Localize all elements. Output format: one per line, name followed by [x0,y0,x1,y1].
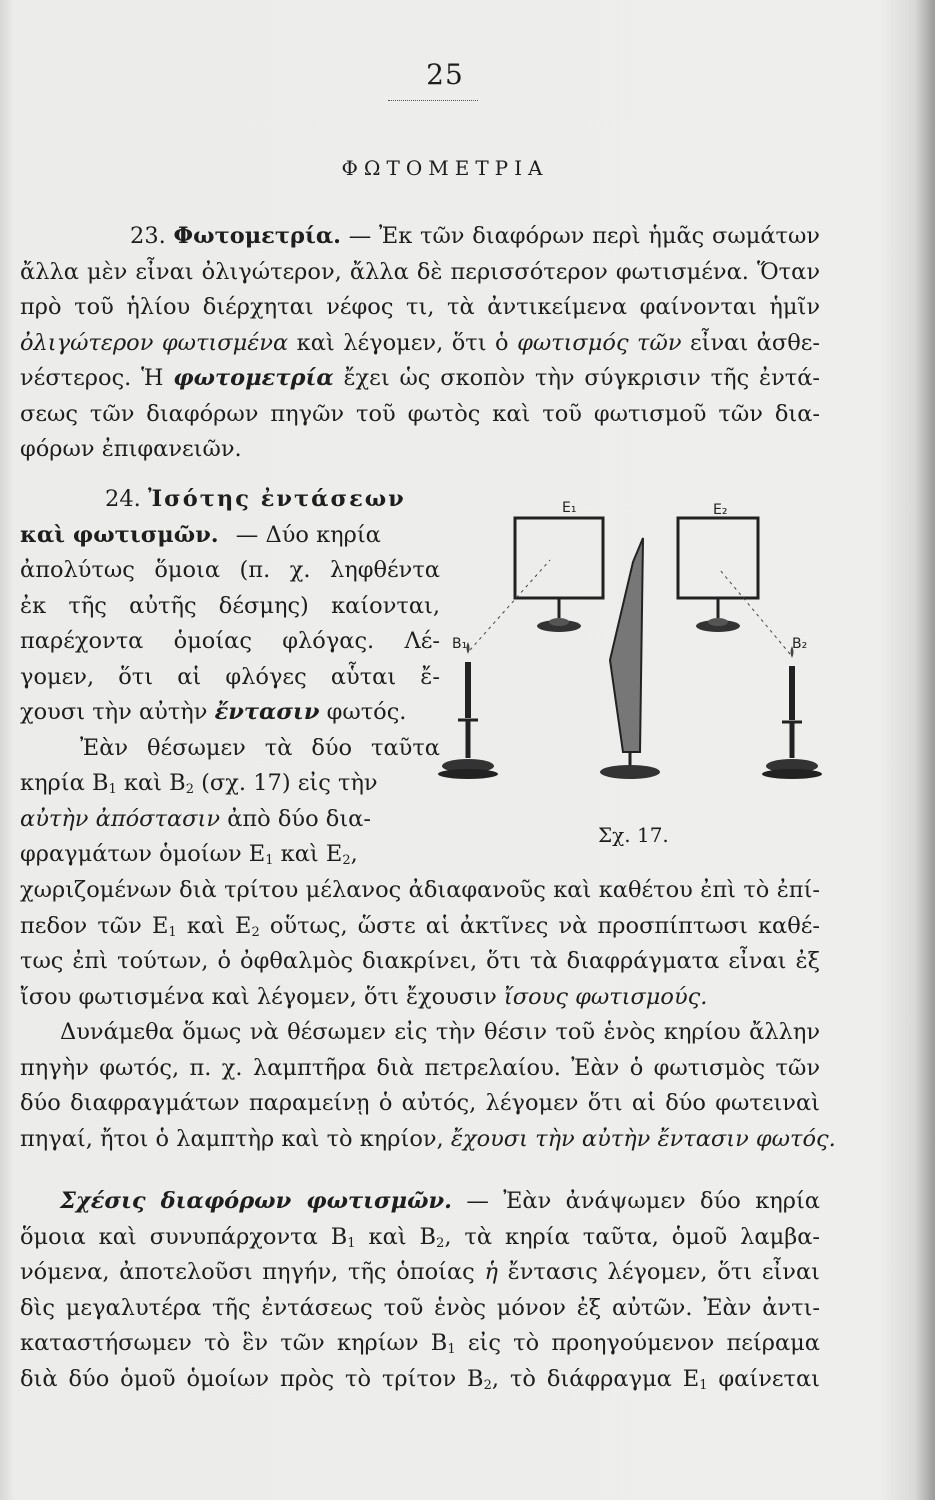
paragraph-line: φόρων ἐπιφανειῶν. [20,436,242,462]
paragraph-line [20,909,820,945]
text-run: φαίνεται [718,1365,820,1392]
text-run: φραγμάτων ὁμοίων E [20,841,266,867]
text-run: ὅμοια καὶ συνυπάρχοντα B [20,1223,348,1250]
text-run: , τὰ κηρία ταῦτα, ὁμοῦ λαμβα- [444,1223,821,1250]
section-heading: Σχέσις διαφόρων φωτισμῶν. [60,1188,452,1214]
subscript: 2 [185,782,194,797]
label-e2: E₂ [713,502,728,518]
paragraph-line [20,1326,820,1362]
section-heading: καὶ φωτισμῶν. [20,521,219,548]
subscript: 1 [168,924,177,940]
dark-partition [610,538,643,752]
paragraph-line: Ἐὰν θέσωμεν τὰ δύο ταῦτα [80,734,440,761]
text-run: ἀπὸ δύο δια- [227,805,371,832]
text-run: , [350,841,358,867]
text-run: οὕτως, ὥστε αἱ ἀκτῖνες νὰ προσπίπτωσι καθέ- [269,912,821,939]
text-run: ἡ [484,1259,498,1285]
text-run: νόμενα, ἀποτελοῦσι πηγήν, τῆς ὁποίας [20,1259,475,1285]
paragraph-line [20,1122,836,1158]
text-run: — Ἐκ τῶν διαφόρων περὶ ἡμᾶς σωμάτων [348,223,820,249]
paragraph-line: δύο διαφραγμάτων παραμείνῃ ὁ αὐτός, λέγομεν ὅτι αἱ δύο φωτειναὶ [20,1090,820,1116]
figure-caption: Σχ. 17. [598,823,669,847]
text-run: πηγαί, ἤτοι ὁ λαμπτὴρ καὶ τὸ κηρίον, [20,1125,444,1152]
paragraph-line [20,518,440,554]
text-run: καὶ E [186,912,252,939]
text-run: καὶ E [280,841,343,867]
photometer-diagram [430,490,830,870]
paragraph-line [20,1220,820,1256]
text-run: ἔχουσι τὴν αὐτὴν ἔντασιν φωτός. [450,1125,836,1152]
section-23 [20,219,820,468]
paragraph-line [20,326,820,362]
paragraph-line: παρέχοντα ὁμοίας φλόγας. Λέ- [20,628,440,654]
label-b2: B₂ [792,636,808,652]
text-run: καὶ B [368,1223,437,1250]
paragraph-line: πρὸ τοῦ ἡλίου διέρχηται νέφος τι, τὰ ἀντικείμενα φαίνονται ἡμῖν [20,294,820,320]
section-24-column [20,482,440,873]
paragraph-line: χωριζομένων διὰ τρίτου μέλανος ἀδιαφανοῦς καὶ καθέτου ἐπὶ τὸ ἐπί- [20,877,820,903]
paragraph-line: τως ἐπὶ τούτων, ὁ ὀφθαλμὸς διακρίνει, ὅτι τὰ διαφράγματα εἶναι ἐξ [20,948,820,974]
page-number-rule [388,100,478,101]
text-run: ἴσους φωτισμούς. [503,983,708,1010]
paragraph-line [20,1362,820,1398]
text-run: ἔντασις λέγομεν, ὅτι εἶναι [507,1259,820,1285]
section-heading: Φωτομετρία. [173,223,342,249]
text-run: καὶ B [123,770,186,796]
subscript: 2 [342,853,351,868]
text-run: εἰς τὸ προηγούμενον πείραμα [467,1330,821,1356]
subscript: 1 [699,1377,708,1393]
subscript: 2 [436,1235,445,1251]
paragraph-line [20,1184,820,1220]
paragraph-line: ἐκ τῆς αὐτῆς δέσμης) καίονται, [20,592,440,619]
text-run: καὶ λέγομεν, ὅτι ὁ [296,329,509,356]
text-run: καταστήσωμεν τὸ ἓν τῶν κηρίων B [20,1330,448,1356]
paragraph-line [20,802,440,838]
text-run: νέστερος. Ἡ [20,365,164,391]
paragraph-line [20,1255,820,1291]
text-run: χουσι τὴν αὐτὴν [20,699,208,725]
paragraph-line: ἄλλα μὲν εἶναι ὀλιγώτερον, ἄλλα δὲ περισσότερον φωτισμένα. Ὅταν [20,258,820,285]
paragraph-line: δὶς μεγαλυτέρα τῆς ἐντάσεως τοῦ ἑνὸς μόνον ἐξ αὐτῶν. Ἐὰν ἀντι- [20,1294,820,1321]
text-run: — Δύο κηρία [235,521,381,548]
paragraph-line: Δυνάμεθα ὅμως νὰ θέσωμεν εἰς τὴν θέσιν τοῦ ἑνὸς κηρίου ἄλλην [60,1019,820,1045]
text-run: εἶναι ἀσθε- [690,329,821,356]
emphasis: φωτομετρία [173,365,334,391]
section-number: 24. [105,486,141,512]
paragraph-line [20,837,440,873]
section-number: 23. [130,223,166,249]
text-run: — Ἐὰν ἀνάψωμεν δύο κηρία [466,1188,820,1214]
paragraph-line [20,482,440,518]
section-relations [20,1184,820,1397]
paragraph-line [20,695,440,731]
running-head: ΦΩΤΟΜΕΤΡΙΑ [341,156,549,180]
subscript: 1 [265,853,274,868]
paragraph-line: γομεν, ὅτι αἱ φλόγες αὗται ἔ- [20,663,440,690]
text-run: ὀλιγώτερον φωτισμένα [20,329,289,356]
text-run: , τὸ διάφραγμα E [491,1365,700,1392]
text-run: πεδον τῶν E [20,912,169,939]
paragraph-line: πηγὴν φωτός, π. χ. λαμπτῆρα διὰ πετρελαίου. Ἐὰν ὁ φωτισμὸς τῶν [20,1054,820,1081]
text-run: κηρία B [20,770,109,796]
subscript: 1 [347,1235,356,1251]
section-24-continued [20,873,836,1157]
paragraph-line: ἀπολύτως ὅμοια (π. χ. ληφθέντα [20,557,440,583]
text-run: φωτισμός τῶν [517,329,682,356]
screen-e1 [515,518,603,598]
figure-17 [430,490,830,870]
subscript: 2 [483,1377,492,1393]
page-number: 25 [426,58,464,91]
section-heading: Ἰσότης ἐντάσεων [147,486,406,512]
paragraph-line [20,980,820,1016]
paragraph-line: σεως τῶν διαφόρων πηγῶν τοῦ φωτὸς καὶ τοῦ φωτισμοῦ τῶν δια- [20,400,820,427]
emphasis: ἔντασιν [214,699,320,725]
text-run: ἔχει ὡς σκοπὸν τὴν σύγκρισιν τῆς ἐντά- [343,365,820,391]
text-run: διὰ δύο ὁμοῦ ὁμοίων πρὸς τὸ τρίτον B [20,1365,484,1392]
label-b1: B₁ [452,636,468,652]
paragraph-line [20,361,820,397]
subscript: 2 [251,924,260,940]
subscript: 1 [108,782,117,797]
paragraph-line [20,219,820,255]
label-e1: E₁ [562,500,577,516]
paragraph-line [20,766,440,802]
text-run: φωτός. [326,699,407,725]
text-run: ἴσου φωτισμένα καὶ λέγομεν, ὅτι ἔχουσιν [20,983,497,1010]
text-run: (σχ. 17) εἰς τὴν [201,770,378,796]
screen-e2 [678,518,758,598]
text-run: αὐτὴν ἀπόστασιν [20,805,221,832]
subscript: 1 [447,1342,456,1357]
